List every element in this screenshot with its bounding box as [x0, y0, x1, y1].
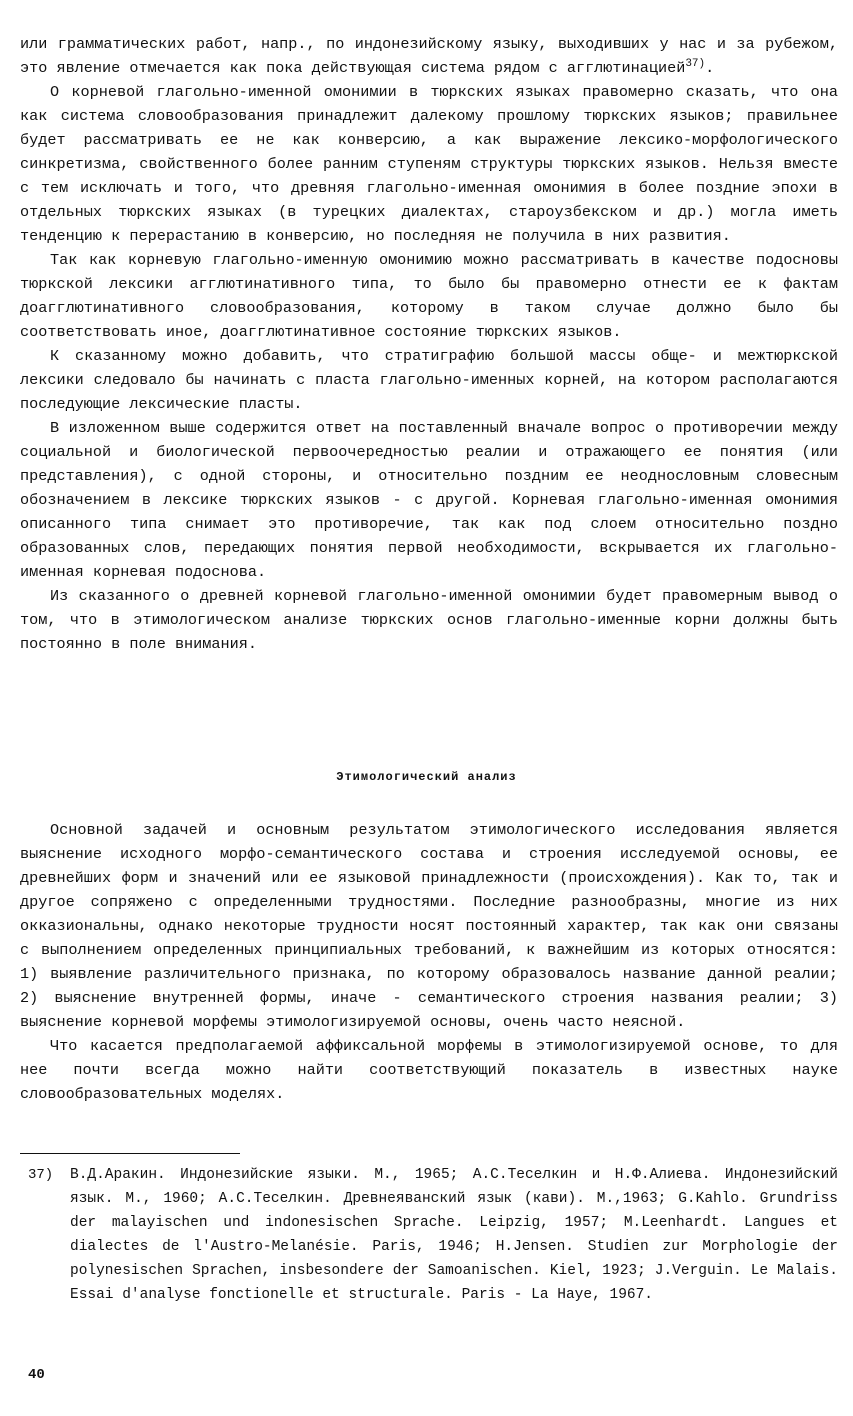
- section-body: [20, 818, 838, 1106]
- paragraph-2: О корневой глагольно-именной омонимии в тюркских языках правомерно сказать, что она как система словообразования принадлежит далекому прошлому тюркских языков; правильнее будет рассматривать ее не как конверсию, а как выражение лексико-морфологического синкретизма, свойственного более ранним ступеням структуры тюркских языков. Нельзя вместе с тем исключать и того, что древняя глагольно-именная омонимия в более поздние эпохи в отдельных тюркских языках (в турецких диалектах, староузбекском и др.) могла иметь тенденцию к перерастанию в конверсию, но последняя не получила в них развития.: [20, 83, 838, 245]
- paragraph-3: Так как корневую глагольно-именную омонимию можно рассматривать в качестве подосновы тюркской лексики агглютинативного типа, то было бы правомерно отнести ее к фактам доагглютинативного словообразования, которому в таком случае должно было бы соответствовать иное, доагглютинативное состояние тюркских языков.: [20, 251, 838, 341]
- section-heading: Этимологический анализ: [336, 770, 517, 784]
- top-text-block: [20, 32, 838, 656]
- paragraph-6: Из сказанного о древней корневой глагольно-именной омонимии будет правомерным вывод о том, что в этимологическом анализе тюркских основ глагольно-именные корни должны быть постоянно в поле внимания.: [20, 587, 838, 653]
- footnote-number: 37): [28, 1167, 54, 1183]
- paragraph-4: К сказанному можно добавить, что стратиграфию большой массы обще- и межтюркской лексики следовало бы начинать с пласта глагольно-именных корней, на котором располагаются последующие лексические пласты.: [20, 347, 838, 413]
- paragraph-1: или грамматических работ, напр., по индонезийскому языку, выходивших у нас и за рубежом, это явление отмечается как пока действующая система рядом с агглютинацией$^{37)}$.: [20, 35, 838, 77]
- footnote-ref: 37): [685, 57, 706, 70]
- footnote-divider: [20, 1153, 240, 1154]
- footnote: [20, 1163, 838, 1307]
- paragraph-7: Основной задачей и основным результатом этимологического исследования является выяснение исходного морфо-семантического состава и строения исследуемой основы, ее древнейших форм и значений или ее языковой принадлежности (происхождения). Как то, так и другое сопряжено с определенными трудностями. Последние разнообразны, многие из них окказиональны, однако некоторые трудности носят постоянный характер, так как они связаны с выполнением определенных принципиальных требований, к важнейшим из которых относятся: 1) выявление различительного признака, по которому образовалось название данной реалии; 2) выяснение внутренней формы, иначе - семантического строения названия реалии; 3) выяснение корневой морфемы этимологизируемой основы, очень часто неясной.: [20, 821, 838, 1031]
- footnote-text: В.Д.Аракин. Индонезийские языки. М., 1965; А.С.Теселкин и Н.Ф.Алиева. Индонезийский язык. М., 1960; А.С.Теселкин. Древнеяванский язык (кави). М.,1963; G.Kahlo. Grundriss der malayischen und indonesischen Sprache. Leipzig, 1957; M.Leenhardt. Langues et dialectes de l'Austro-Melanésie. Paris, 1946; H.Jensen. Studien zur Morphologie der polynesischen Sprachen, insbesondere der Samoanischen. Kiel, 1923; J.Verguin. Le Malais. Essai d'analyse fonctionelle et structurale. Paris - La Haye, 1967.: [70, 1167, 838, 1303]
- page-number: 40: [28, 1367, 45, 1383]
- paragraph-8: Что касается предполагаемой аффиксальной морфемы в этимологизируемой основе, то для нее почти всегда можно найти соответствующий показатель в известных науке словообразовательных моделях.: [20, 1037, 838, 1103]
- paragraph-5: В изложенном выше содержится ответ на поставленный вначале вопрос о противоречии между социальной и биологической первоочередностью реалии и отражающего ее понятия (или представления), с одной стороны, и относительно поздним ее неоднословным словесным обозначением в лексике тюркских языков - с другой. Корневая глагольно-именная омонимия описанного типа снимает это противоречие, так как под слоем относительно поздно образованных слов, передающих понятия первой необходимости, вскрывается их глагольно-именная корневая подоснова.: [20, 419, 838, 581]
